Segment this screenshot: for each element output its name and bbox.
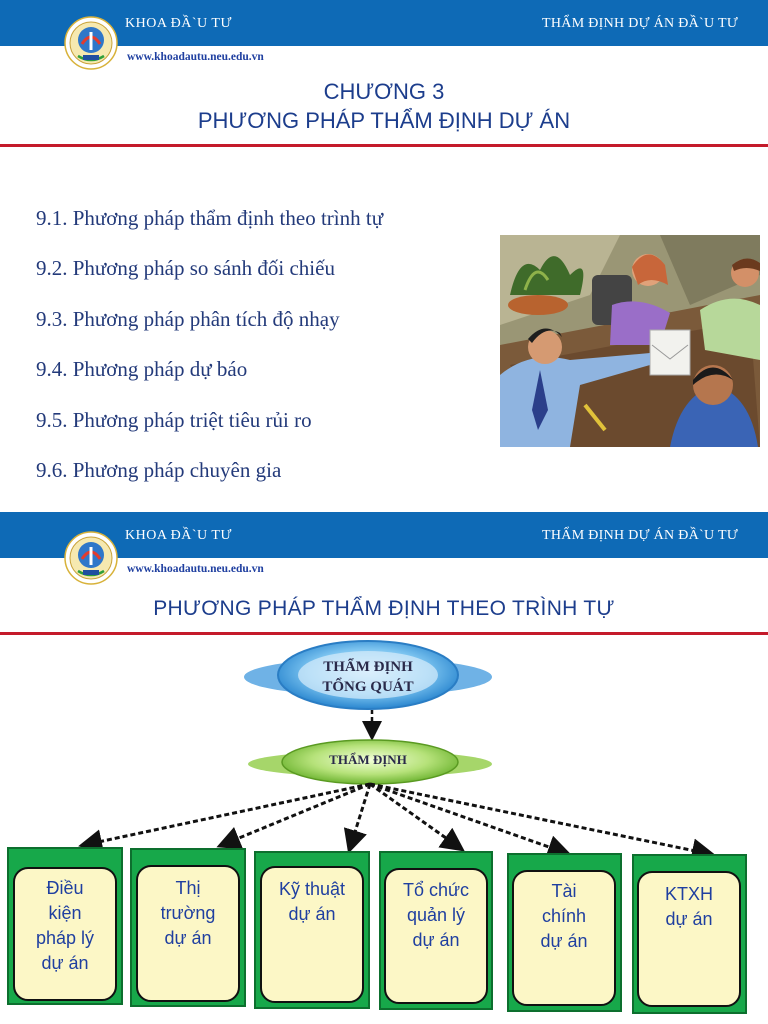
box-line: trường — [160, 903, 216, 923]
chapter-title: PHƯƠNG PHÁP THẨM ĐỊNH DỰ ÁN — [197, 108, 571, 133]
connector-arrow — [370, 784, 460, 848]
university-logo — [64, 16, 118, 70]
box-technical-label — [261, 877, 363, 927]
top-node-label — [288, 657, 448, 697]
box-line: dự án — [540, 931, 588, 951]
chapter-heading: CHƯƠNG 3 — [323, 79, 445, 104]
box-legal-label — [14, 876, 116, 976]
box-finance-label — [513, 879, 615, 954]
list-item: 9.4. Phương pháp dự báo — [36, 357, 248, 382]
box-socioeconomic-label — [638, 882, 740, 932]
box-line: pháp lý — [35, 928, 95, 948]
mid-node-label: THẨM ĐỊNH — [329, 752, 407, 767]
method-list — [36, 202, 383, 504]
list-item: 9.2. Phương pháp so sánh đối chiếu — [36, 256, 335, 281]
header-course-label: THẨM ĐỊNH DỰ ÁN ĐẦ`U TƯ — [542, 528, 738, 543]
website-link[interactable]: www.khoadautu.neu.edu.vn — [127, 51, 264, 63]
box-socioeconomic — [633, 855, 746, 1013]
header-faculty-label: KHOA ĐẦ`U TƯ — [125, 528, 232, 543]
meeting-clipart — [500, 235, 760, 447]
box-line: Thị — [175, 878, 201, 898]
box-line: Tổ chức — [402, 880, 470, 900]
box-line: Tài — [551, 881, 577, 901]
list-item: 9.5. Phương pháp triệt tiêu rủi ro — [36, 407, 312, 432]
box-line: dự án — [412, 930, 460, 950]
connector-arrow — [84, 784, 370, 845]
website-link[interactable]: www.khoadautu.neu.edu.vn — [127, 563, 264, 575]
top-node-line: THẨM ĐỊNH — [323, 659, 413, 675]
box-line: chính — [541, 906, 587, 926]
box-line: Điều — [46, 878, 84, 898]
connector-arrow — [350, 784, 370, 848]
box-line: dự án — [41, 953, 89, 973]
box-line: dự án — [164, 928, 212, 948]
box-line: dự án — [665, 909, 713, 929]
box-line: KTXH — [664, 884, 713, 904]
header-course-label: THẨM ĐỊNH DỰ ÁN ĐẦ`U TƯ — [542, 16, 738, 31]
box-line: kiện — [48, 903, 82, 923]
connector-arrow — [222, 784, 370, 845]
top-node-line: TỔNG QUÁT — [322, 679, 414, 695]
list-item: 9.1. Phương pháp thẩm định theo trình tự — [36, 206, 384, 230]
header-faculty-label: KHOA ĐẦ`U TƯ — [125, 16, 232, 31]
box-line: dự án — [288, 904, 336, 924]
box-technical — [255, 852, 369, 1008]
slide-sequential-method — [0, 512, 768, 1024]
box-organization-label — [385, 878, 487, 953]
box-market-label — [137, 876, 239, 951]
title-divider — [0, 144, 768, 147]
box-line: quản lý — [406, 905, 466, 925]
list-item: 9.3. Phương pháp phân tích độ nhạy — [36, 306, 340, 331]
list-item: 9.6. Phương pháp chuyên gia — [36, 457, 282, 482]
box-line: Kỹ thuật — [278, 879, 346, 899]
slide-title: PHƯƠNG PHÁP THẨM ĐỊNH THEO TRÌNH TỰ — [153, 597, 615, 620]
